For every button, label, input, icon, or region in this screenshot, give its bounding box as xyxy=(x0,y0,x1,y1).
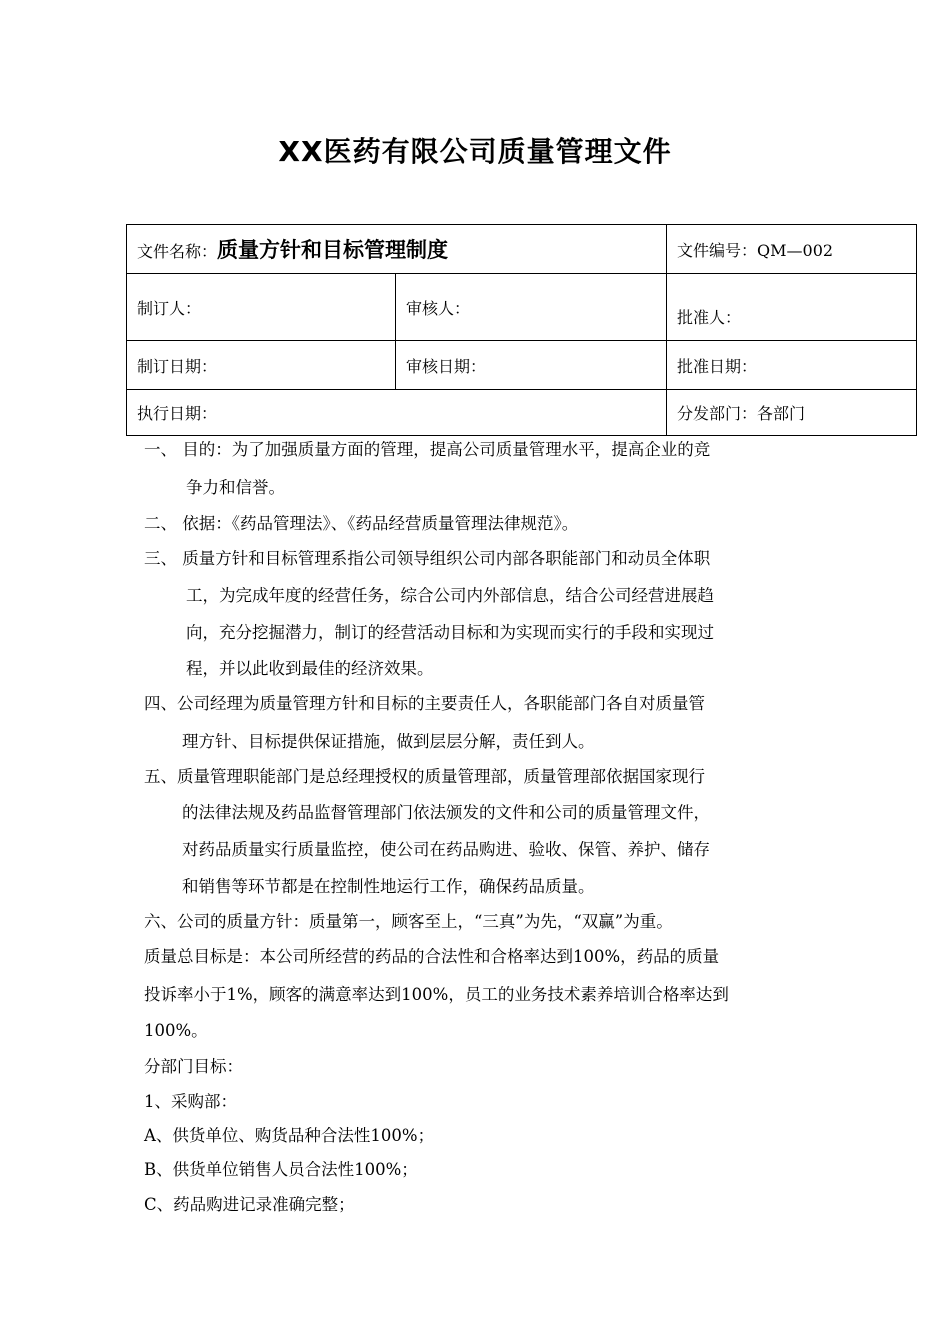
body-line: 三、 质量方针和目标管理系指公司领导组织公司内部各职能部门和动员全体职 xyxy=(144,549,711,568)
info-row-dates xyxy=(127,341,917,390)
reviewer-cell: 审核人： xyxy=(396,274,667,341)
approver-cell: 批准人： xyxy=(667,274,917,341)
body-line: 和销售等环节都是在控制性地运行工作，确保药品质量。 xyxy=(182,877,595,896)
info-row-people xyxy=(127,274,917,341)
body-line: 质量总目标是：本公司所经营的药品的合法性和合格率达到100%，药品的质量 xyxy=(144,947,720,966)
body-line: 二、 依据：《药品管理法》、《药品经营质量管理法律规范》。 xyxy=(144,514,579,533)
body-line: 程，并以此收到最佳的经济效果。 xyxy=(186,659,434,678)
file-name-label: 文件名称： xyxy=(137,242,218,261)
body-line: 100%。 xyxy=(144,1021,208,1040)
document-info-table xyxy=(126,224,917,436)
body-line: C、药品购进记录准确完整； xyxy=(144,1195,355,1214)
body-line: 四、公司经理为质量管理方针和目标的主要责任人，各职能部门各自对质量管 xyxy=(144,694,705,713)
document-title: XX医药有限公司质量管理文件 xyxy=(278,135,672,168)
body-line: 1、采购部： xyxy=(144,1092,237,1111)
file-no-value: QM—002 xyxy=(757,240,834,260)
body-line: 工，为完成年度的经营任务，综合公司内外部信息，结合公司经营进展趋 xyxy=(186,586,714,605)
body-line: 争力和信誉。 xyxy=(186,478,285,497)
body-line: 分部门目标： xyxy=(144,1057,243,1076)
dist-dept-cell xyxy=(667,390,917,436)
review-date-cell: 审核日期： xyxy=(396,341,667,390)
dist-dept-label: 分发部门： xyxy=(677,404,758,423)
file-no-label: 文件编号： xyxy=(677,240,758,260)
exec-date-cell: 执行日期： xyxy=(127,390,667,436)
body-line: 向，充分挖掘潜力，制订的经营活动目标和为实现而实行的手段和实现过 xyxy=(186,623,714,642)
drafter-cell: 制订人： xyxy=(127,274,396,341)
body-line: B、供货单位销售人员合法性100%； xyxy=(144,1160,418,1179)
body-line: 六、公司的质量方针：质量第一，顾客至上，“三真”为先，“双赢”为重。 xyxy=(144,912,673,931)
info-row-exec xyxy=(127,390,917,436)
body-line: 一、 目的：为了加强质量方面的管理，提高公司质量管理水平，提高企业的竞 xyxy=(144,440,711,459)
body-line: 五、质量管理职能部门是总经理授权的质量管理部，质量管理部依据国家现行 xyxy=(144,767,705,786)
info-row-file xyxy=(127,225,917,274)
dist-dept-value: 各部门 xyxy=(757,404,806,423)
file-name-value: 质量方针和目标管理制度 xyxy=(217,238,449,262)
body-line: 对药品质量实行质量监控，使公司在药品购进、验收、保管、养护、储存 xyxy=(182,840,710,859)
draft-date-cell: 制订日期： xyxy=(127,341,396,390)
body-line: 理方针、目标提供保证措施，做到层层分解，责任到人。 xyxy=(182,732,595,751)
file-name-cell xyxy=(127,225,667,274)
body-line: 投诉率小于1%，顾客的满意率达到100%，员工的业务技术素养培训合格率达到 xyxy=(144,985,729,1004)
body-line: A、供货单位、购货品种合法性100%； xyxy=(144,1126,435,1145)
body-line: 的法律法规及药品监督管理部门依法颁发的文件和公司的质量管理文件， xyxy=(182,803,710,822)
approve-date-cell: 批准日期： xyxy=(667,341,917,390)
file-no-cell xyxy=(667,225,917,274)
